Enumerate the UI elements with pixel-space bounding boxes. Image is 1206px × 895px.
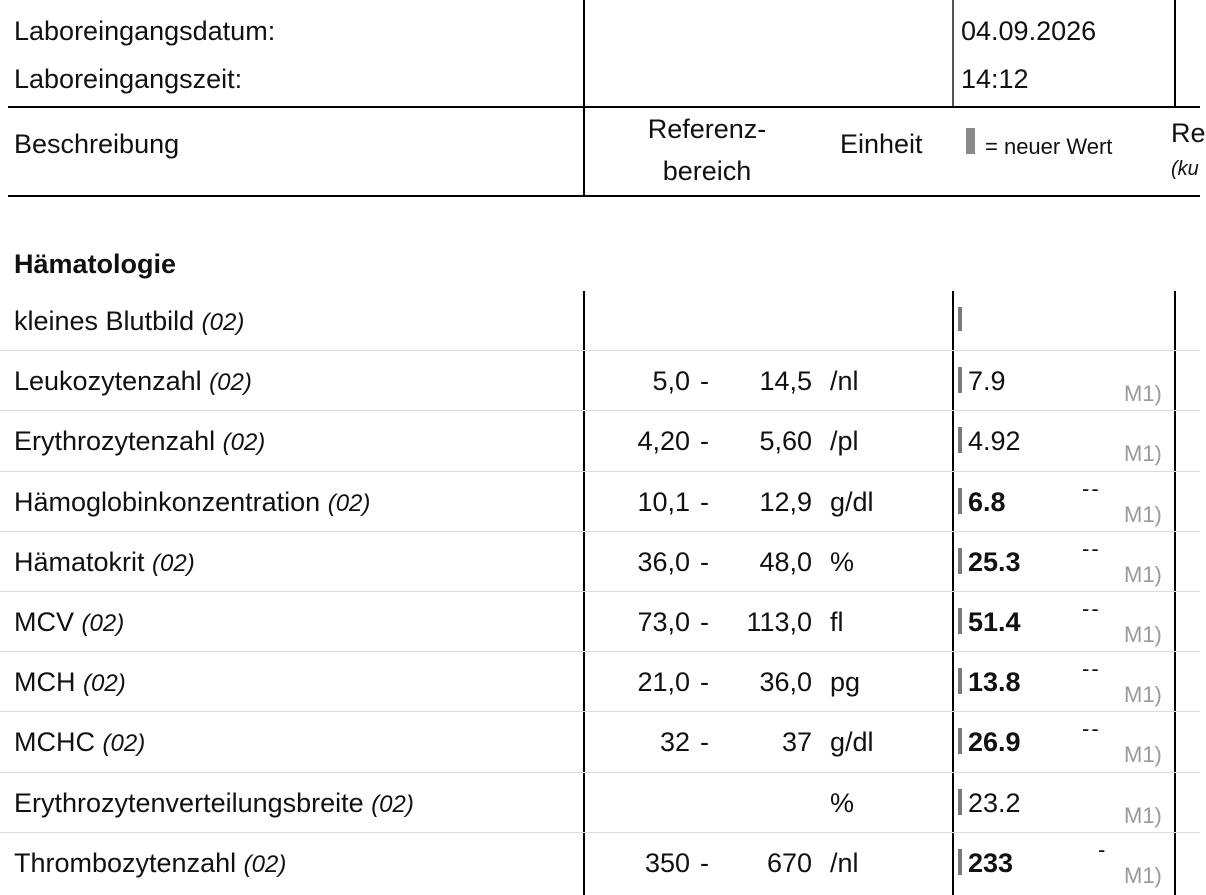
row-divider	[0, 350, 1200, 351]
new-value-marker-icon	[958, 367, 962, 393]
divider-vertical	[583, 0, 585, 196]
row-tag: (02)	[209, 369, 252, 397]
new-value-marker-icon	[958, 728, 962, 754]
unit: g/dl	[830, 727, 874, 758]
row-tag: (02)	[152, 549, 195, 577]
row-tag: (02)	[102, 730, 146, 758]
unit: /nl	[830, 366, 859, 397]
new-value-marker-icon	[958, 849, 962, 875]
method-note: M1)	[1124, 501, 1162, 527]
row-name-text: Leukozytenzahl	[14, 366, 202, 397]
row-name	[14, 368, 252, 395]
flag-indicator: --	[1082, 716, 1101, 742]
ref-low: 32	[659, 727, 690, 758]
row-name-text: Erythrozytenzahl	[14, 426, 216, 457]
ref-low: 5,0	[652, 366, 690, 397]
ref-high: 113,0	[746, 607, 812, 637]
column-header-referenz-line2: bereich	[662, 156, 752, 186]
new-value-marker-icon	[958, 488, 962, 514]
method-note: M1)	[1124, 862, 1162, 888]
row-name	[14, 486, 371, 517]
flag-indicator: --	[1082, 535, 1101, 561]
method-note: M1)	[1124, 682, 1162, 708]
divider-vertical	[952, 291, 954, 895]
ref-dash: -	[700, 426, 709, 457]
row-name	[14, 546, 195, 577]
new-value-marker-icon	[958, 427, 962, 453]
row-name	[14, 787, 414, 818]
ref-high: 670	[766, 847, 812, 878]
divider-vertical	[583, 291, 585, 895]
unit: /pl	[830, 426, 859, 457]
unit: /nl	[830, 847, 859, 878]
row-divider	[0, 471, 1200, 472]
row-name	[14, 609, 124, 636]
ref-high: 37	[781, 727, 812, 758]
divider-horizontal	[8, 195, 1200, 197]
result-value: 51.4	[968, 607, 1021, 637]
row-tag: (02)	[371, 790, 414, 818]
eingangsdatum-label: Laboreingangsdatum:	[14, 16, 276, 46]
ref-low: 73,0	[637, 607, 690, 637]
ref-dash: -	[700, 486, 709, 517]
divider-vertical	[1174, 0, 1176, 106]
row-divider	[0, 591, 1200, 592]
ref-dash: -	[700, 366, 709, 397]
row-name	[14, 847, 287, 878]
unit: %	[830, 546, 855, 577]
result-value: 233	[968, 847, 1014, 878]
row-name-text: kleines Blutbild	[14, 306, 195, 336]
flag-indicator: --	[1082, 475, 1101, 501]
method-note: M1)	[1124, 742, 1162, 768]
ref-low: 36,0	[637, 546, 690, 577]
unit: g/dl	[830, 486, 874, 517]
row-divider	[0, 711, 1200, 712]
column-header-einheit: Einheit	[840, 129, 923, 159]
row-name-text: MCHC	[14, 727, 95, 758]
result-value: 7.9	[968, 366, 1006, 397]
new-value-marker-icon	[958, 668, 962, 694]
row-divider	[0, 531, 1200, 532]
row-tag: (02)	[222, 429, 266, 457]
divider-vertical	[952, 0, 954, 106]
row-name-text: Erythrozytenverteilungsbreite	[14, 787, 364, 818]
method-note: M1)	[1124, 622, 1162, 647]
ref-low: 10,1	[637, 486, 690, 517]
result-value: 23.2	[968, 787, 1021, 818]
column-header-referenz-line1: Referenz-	[647, 114, 767, 144]
ref-high: 5,60	[759, 426, 812, 457]
new-value-marker-icon	[966, 128, 975, 154]
ref-dash: -	[700, 607, 709, 637]
unit: pg	[830, 667, 861, 698]
row-name-text: Hämatokrit	[14, 546, 145, 577]
row-name	[14, 308, 244, 335]
unit: fl	[830, 607, 844, 637]
flag-indicator: --	[1082, 656, 1101, 682]
ref-dash: -	[700, 546, 709, 577]
method-note: M1)	[1124, 441, 1162, 467]
row-tag: (02)	[243, 850, 287, 878]
new-value-marker-icon	[958, 307, 962, 331]
flag-indicator: --	[1082, 596, 1101, 621]
divider-horizontal	[8, 106, 1200, 108]
ref-low: 350	[644, 847, 690, 878]
row-name-text: Thrombozytenzahl	[14, 847, 237, 878]
ref-dash: -	[700, 847, 709, 878]
row-name-text: MCV	[14, 607, 74, 637]
row-tag: (02)	[201, 309, 245, 336]
ref-high: 12,9	[759, 486, 812, 517]
row-name	[14, 428, 265, 455]
row-divider	[0, 772, 1200, 773]
eingangsdatum-value: 04.09.2026	[961, 16, 1097, 46]
ref-high: 48,0	[759, 546, 812, 577]
row-tag: (02)	[83, 670, 126, 698]
method-note: M1)	[1124, 802, 1162, 828]
result-value: 26.9	[968, 727, 1021, 758]
row-name	[14, 729, 145, 756]
new-value-marker-icon	[958, 548, 962, 574]
new-value-marker-icon	[958, 789, 962, 815]
row-tag: (02)	[81, 610, 125, 637]
ref-dash: -	[700, 667, 709, 698]
ref-low: 21,0	[637, 667, 690, 698]
row-name-text: MCH	[14, 667, 76, 698]
row-divider	[0, 410, 1200, 411]
column-header-beschreibung: Beschreibung	[14, 129, 180, 159]
flag-indicator: -	[1098, 836, 1108, 862]
unit: %	[830, 787, 855, 818]
result-value: 25.3	[968, 546, 1021, 577]
ref-low: 4,20	[637, 426, 690, 457]
row-tag: (02)	[327, 489, 371, 517]
row-name-text: Hämoglobinkonzentration	[14, 486, 321, 517]
ref-dash: -	[700, 727, 709, 758]
result-value: 4.92	[968, 426, 1021, 457]
row-divider	[0, 651, 1200, 652]
method-note: M1)	[1124, 381, 1162, 407]
column-header-cut: Re	[1171, 118, 1206, 148]
ref-high: 36,0	[759, 667, 812, 698]
section-title: Hämatologie	[14, 249, 177, 279]
row-divider	[0, 832, 1200, 833]
new-value-marker-icon	[958, 608, 962, 634]
result-value: 6.8	[968, 486, 1006, 517]
row-name	[14, 669, 126, 696]
method-note: M1)	[1124, 561, 1162, 587]
result-value: 13.8	[968, 667, 1021, 698]
divider-vertical	[1174, 291, 1176, 895]
eingangszeit-label: Laboreingangszeit:	[14, 64, 243, 94]
eingangszeit-value: 14:12	[961, 64, 1029, 94]
ref-high: 14,5	[759, 366, 812, 397]
column-header-neuer-wert: = neuer Wert	[985, 134, 1113, 159]
column-header-cut-sub: (ku	[1171, 158, 1199, 180]
